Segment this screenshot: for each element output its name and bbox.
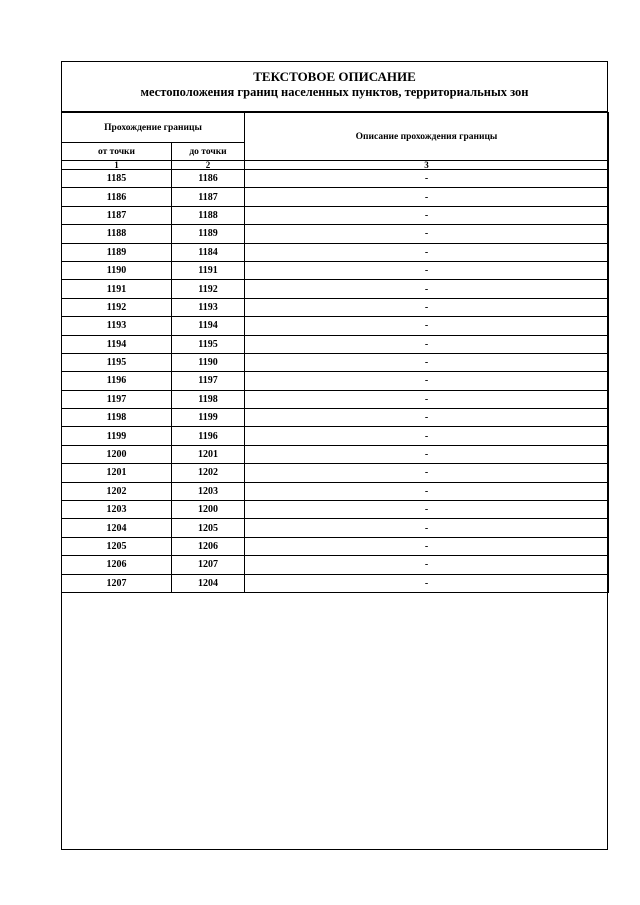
cell-from-point: 1205 xyxy=(62,537,172,555)
cell-from-point: 1187 xyxy=(62,206,172,224)
cell-from-point: 1204 xyxy=(62,519,172,537)
cell-from-point: 1190 xyxy=(62,261,172,279)
cell-description: - xyxy=(245,537,609,555)
table-row xyxy=(62,188,609,206)
cell-from-point: 1192 xyxy=(62,298,172,316)
cell-to-point: 1191 xyxy=(172,261,245,279)
table-row xyxy=(62,409,609,427)
cell-from-point: 1189 xyxy=(62,243,172,261)
cell-description: - xyxy=(245,501,609,519)
cell-description: - xyxy=(245,335,609,353)
cell-from-point: 1194 xyxy=(62,335,172,353)
cell-to-point: 1198 xyxy=(172,390,245,408)
table-row xyxy=(62,537,609,555)
table-row xyxy=(62,298,609,316)
title-block xyxy=(62,62,607,112)
table-row xyxy=(62,225,609,243)
cell-description: - xyxy=(245,280,609,298)
cell-description: - xyxy=(245,225,609,243)
table-row xyxy=(62,261,609,279)
table-row xyxy=(62,427,609,445)
cell-from-point: 1198 xyxy=(62,409,172,427)
table-row xyxy=(62,445,609,463)
cell-description: - xyxy=(245,206,609,224)
cell-description: - xyxy=(245,243,609,261)
cell-description: - xyxy=(245,372,609,390)
boundary-table xyxy=(61,112,609,593)
table-row xyxy=(62,482,609,500)
cell-description: - xyxy=(245,353,609,371)
cell-to-point: 1186 xyxy=(172,170,245,188)
table-row xyxy=(62,390,609,408)
cell-from-point: 1200 xyxy=(62,445,172,463)
cell-from-point: 1206 xyxy=(62,556,172,574)
cell-description: - xyxy=(245,445,609,463)
cell-from-point: 1185 xyxy=(62,170,172,188)
table-row xyxy=(62,280,609,298)
column-number-1: 1 xyxy=(62,161,172,170)
cell-to-point: 1195 xyxy=(172,335,245,353)
cell-to-point: 1194 xyxy=(172,317,245,335)
cell-description: - xyxy=(245,261,609,279)
cell-description: - xyxy=(245,482,609,500)
table-row xyxy=(62,317,609,335)
header-to-point: до точки xyxy=(172,143,245,161)
cell-description: - xyxy=(245,390,609,408)
cell-to-point: 1192 xyxy=(172,280,245,298)
column-number-3: 3 xyxy=(245,161,609,170)
header-from-point: от точки xyxy=(62,143,172,161)
cell-to-point: 1206 xyxy=(172,537,245,555)
cell-from-point: 1191 xyxy=(62,280,172,298)
cell-description: - xyxy=(245,170,609,188)
cell-to-point: 1204 xyxy=(172,574,245,592)
cell-from-point: 1196 xyxy=(62,372,172,390)
table-header xyxy=(62,113,609,170)
cell-from-point: 1201 xyxy=(62,464,172,482)
table-row xyxy=(62,372,609,390)
cell-description: - xyxy=(245,464,609,482)
cell-from-point: 1193 xyxy=(62,317,172,335)
cell-from-point: 1188 xyxy=(62,225,172,243)
document-title: ТЕКСТОВОЕ ОПИСАНИЕ xyxy=(253,69,416,84)
cell-from-point: 1202 xyxy=(62,482,172,500)
document-subtitle: местоположения границ населенных пунктов, территориальных зон xyxy=(140,85,529,99)
cell-description: - xyxy=(245,574,609,592)
cell-description: - xyxy=(245,409,609,427)
table-row xyxy=(62,353,609,371)
cell-to-point: 1197 xyxy=(172,372,245,390)
table-row xyxy=(62,519,609,537)
header-description: Описание прохождения границы xyxy=(245,113,609,161)
table-row xyxy=(62,335,609,353)
cell-to-point: 1203 xyxy=(172,482,245,500)
cell-description: - xyxy=(245,427,609,445)
table-body xyxy=(62,170,609,593)
table-row xyxy=(62,170,609,188)
table-row xyxy=(62,464,609,482)
cell-to-point: 1193 xyxy=(172,298,245,316)
cell-to-point: 1199 xyxy=(172,409,245,427)
cell-description: - xyxy=(245,317,609,335)
cell-to-point: 1184 xyxy=(172,243,245,261)
cell-from-point: 1207 xyxy=(62,574,172,592)
cell-from-point: 1197 xyxy=(62,390,172,408)
cell-from-point: 1195 xyxy=(62,353,172,371)
cell-to-point: 1189 xyxy=(172,225,245,243)
cell-to-point: 1202 xyxy=(172,464,245,482)
table-row xyxy=(62,243,609,261)
cell-from-point: 1199 xyxy=(62,427,172,445)
cell-to-point: 1190 xyxy=(172,353,245,371)
cell-to-point: 1207 xyxy=(172,556,245,574)
cell-description: - xyxy=(245,298,609,316)
cell-from-point: 1203 xyxy=(62,501,172,519)
cell-from-point: 1186 xyxy=(62,188,172,206)
cell-to-point: 1200 xyxy=(172,501,245,519)
table-row xyxy=(62,501,609,519)
cell-to-point: 1187 xyxy=(172,188,245,206)
column-number-2: 2 xyxy=(172,161,245,170)
header-boundary-passage: Прохождение границы xyxy=(62,113,245,143)
cell-to-point: 1201 xyxy=(172,445,245,463)
cell-to-point: 1205 xyxy=(172,519,245,537)
cell-description: - xyxy=(245,188,609,206)
cell-to-point: 1196 xyxy=(172,427,245,445)
cell-description: - xyxy=(245,519,609,537)
table-row xyxy=(62,206,609,224)
document-frame xyxy=(61,61,608,850)
cell-to-point: 1188 xyxy=(172,206,245,224)
cell-description: - xyxy=(245,556,609,574)
table-row xyxy=(62,556,609,574)
table-row xyxy=(62,574,609,592)
